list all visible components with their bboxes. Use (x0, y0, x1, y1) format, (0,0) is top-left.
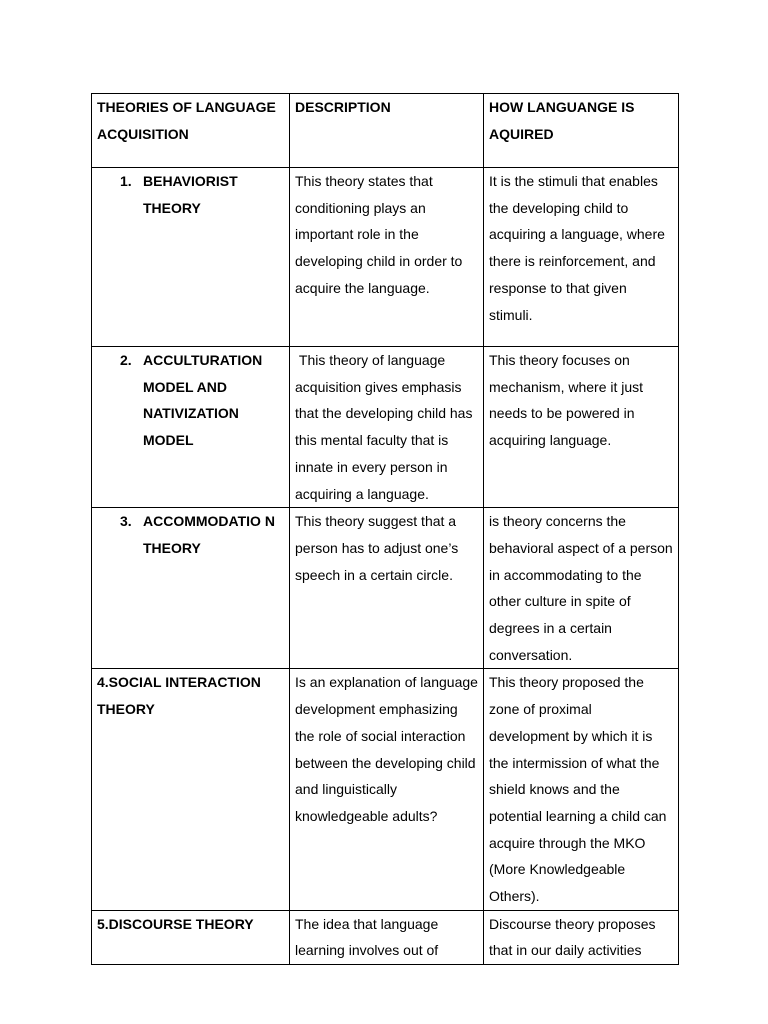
acquired-cell: It is the stimuli that enables the developing child to acquiring a language, where there is reinforcement, and response to that given stimuli. (484, 168, 679, 347)
description-cell: Is an explanation of language development emphasizing the role of social interaction between the developing child and linguistically knowledgeable adults? (290, 669, 484, 910)
table-row (92, 910, 679, 964)
theory-name: ACCOMMODATIO N THEORY (143, 513, 275, 556)
theory-name-cell (92, 347, 290, 508)
theory-name-cell (92, 168, 290, 347)
row-number: 1. (120, 173, 132, 189)
description-cell: The idea that language learning involves out of (290, 910, 484, 964)
table-header-row (92, 94, 679, 168)
description-cell: This theory suggest that a person has to adjust one’s speech in a certain circle. (290, 508, 484, 669)
table-row (92, 669, 679, 910)
table-row (92, 168, 679, 347)
acquired-cell: Discourse theory proposes that in our daily activities (484, 910, 679, 964)
theories-table (91, 93, 679, 965)
table-row (92, 347, 679, 508)
theory-name: ACCULTURATION MODEL AND NATIVIZATION MODEL (143, 352, 263, 449)
header-theories: THEORIES OF LANGUAGE ACQUISITION (92, 94, 290, 168)
description-cell: This theory of language acquisition gives emphasis that the developing child has this mental faculty that is innate in every person in acquiring a language. (290, 347, 484, 508)
table-row (92, 508, 679, 669)
theory-name: 5.DISCOURSE THEORY (92, 910, 290, 964)
theory-name: BEHAVIORIST THEORY (143, 173, 238, 216)
row-number: 2. (120, 352, 132, 368)
acquired-cell: This theory focuses on mechanism, where it just needs to be powered in acquiring language. (484, 347, 679, 508)
theory-name-cell (92, 508, 290, 669)
acquired-cell: This theory proposed the zone of proximal development by which it is the intermission of what the shield knows and the potential learning a child can acquire through the MKO (More Knowledgeable Others). (484, 669, 679, 910)
header-description: DESCRIPTION (290, 94, 484, 168)
row-number: 3. (120, 513, 132, 530)
acquired-cell: is theory concerns the behavioral aspect of a person in accommodating to the other culture in spite of degrees in a certain conversation. (484, 508, 679, 669)
header-how-acquired: HOW LANGUANGE IS AQUIRED (484, 94, 679, 168)
description-cell: This theory states that conditioning plays an important role in the developing child in order to acquire the language. (290, 168, 484, 347)
theory-name: 4.SOCIAL INTERACTION THEORY (92, 669, 290, 910)
